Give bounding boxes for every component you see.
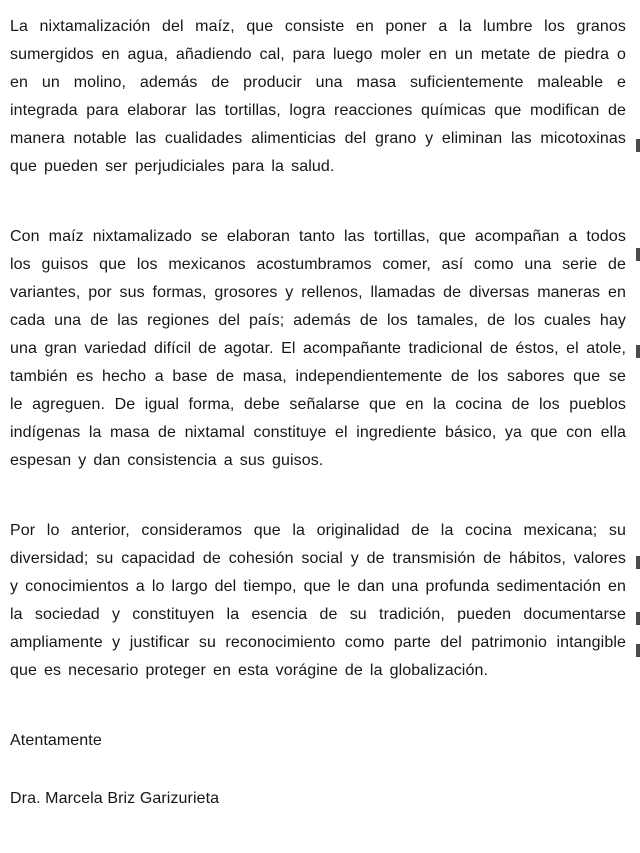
scan-edge-mark [636, 139, 640, 152]
scan-edge-mark [636, 248, 640, 261]
scan-edge-mark [636, 556, 640, 569]
scan-edge-mark [636, 644, 640, 657]
paragraph-nixtamalizacion: La nixtamalización del maíz, que consiste en poner a la lumbre los granos sumergidos en agua, añadiendo cal, para luego moler en un metate de piedra o en un molino, además de producir una masa suficientemente maleable e integrada para elaborar las tortillas, logra reacciones químicas que modifican de manera notable las cualidades alimenticias del grano y eliminan las micotoxinas que pueden ser perjudiciales para la salud. [10, 18, 626, 175]
scan-edge-mark [636, 345, 640, 358]
letter-body [10, 13, 626, 813]
signature-name: Dra. Marcela Briz Garizurieta [10, 790, 220, 807]
paragraph-por-lo-anterior: Por lo anterior, consideramos que la originalidad de la cocina mexicana; su diversidad; su capacidad de cohesión social y de transmisión de hábitos, valores y conocimientos a lo largo del tiempo, que le dan una profunda sedimentación en la sociedad y constituyen la esencia de su tradición, pueden documentarse ampliamente y justificar su reconocimiento como parte del patrimonio intangible que es necesario proteger en esta vorágine de la globalización. [10, 522, 626, 679]
paragraph-maiz-nixtamalizado: Con maíz nixtamalizado se elaboran tanto las tortillas, que acompañan a todos los guisos que los mexicanos acostumbramos comer, así como una serie de variantes, por sus formas, grosores y rellenos, llamadas de diversas maneras en cada una de las regiones del país; además de los tamales, de los cuales hay una gran variedad difícil de agotar. El acompañante tradicional de éstos, el atole, también es hecho a base de masa, independientemente de los sabores que se le agreguen. De igual forma, debe señalarse que en la cocina de los pueblos indígenas la masa de nixtamal constituye el ingrediente básico, ya que con ella espesan y dan consistencia a sus guisos. [10, 228, 626, 469]
scan-edge-mark [636, 612, 640, 625]
closing-atentamente: Atentamente [10, 732, 102, 749]
